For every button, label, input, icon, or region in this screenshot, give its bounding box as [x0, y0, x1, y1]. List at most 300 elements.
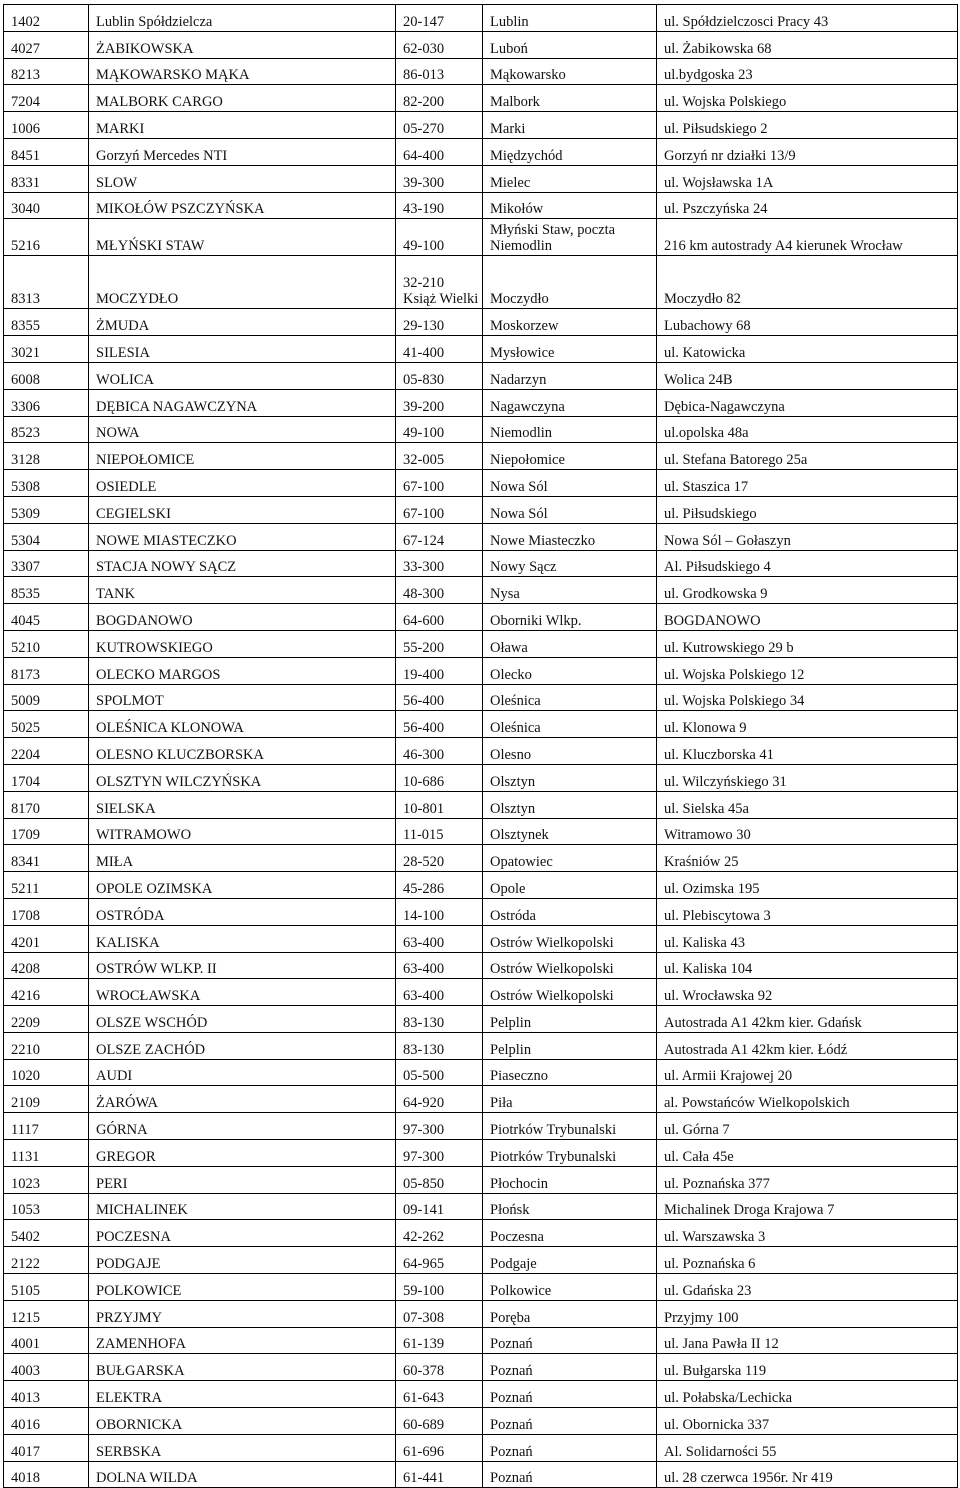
address-cell: ul. Staszica 17	[657, 470, 958, 497]
city-cell: Mikołów	[483, 192, 657, 219]
address-cell: Kraśniów 25	[657, 845, 958, 872]
city-cell: Lublin	[483, 5, 657, 32]
station-id-cell: 5211	[4, 872, 89, 899]
address-cell: ul. Warszawska 3	[657, 1220, 958, 1247]
station-name-cell: Lublin Spółdzielcza	[89, 5, 396, 32]
address-cell: Al. Piłsudskiego 4	[657, 550, 958, 577]
table-row	[4, 1327, 958, 1354]
station-id-cell: 5304	[4, 523, 89, 550]
station-id-cell: 5105	[4, 1274, 89, 1301]
address-cell: ul. Sielska 45a	[657, 791, 958, 818]
city-cell: Poznań	[483, 1434, 657, 1461]
station-id-cell: 4017	[4, 1434, 89, 1461]
postal-code-cell: 49-100	[396, 416, 483, 443]
address-cell: Moczydło 82	[657, 256, 958, 309]
station-id-cell: 1020	[4, 1059, 89, 1086]
city-cell: Młyński Staw, poczta Niemodlin	[483, 219, 657, 256]
table-row	[4, 416, 958, 443]
address-cell: ul. Wojsławska 1A	[657, 165, 958, 192]
address-cell: Dębica-Nagawczyna	[657, 389, 958, 416]
address-cell: ul. Wojska Polskiego 12	[657, 657, 958, 684]
table-row	[4, 362, 958, 389]
address-cell: ul. Wojska Polskiego 34	[657, 684, 958, 711]
postal-code-cell: 64-600	[396, 604, 483, 631]
table-row	[4, 1354, 958, 1381]
station-id-cell: 4003	[4, 1354, 89, 1381]
postal-code-cell: 09-141	[396, 1193, 483, 1220]
station-name-cell: OLSZE ZACHÓD	[89, 1032, 396, 1059]
postal-code-cell: 61-643	[396, 1381, 483, 1408]
station-name-cell: STACJA NOWY SĄCZ	[89, 550, 396, 577]
postal-code-cell: 67-100	[396, 470, 483, 497]
city-cell: Opatowiec	[483, 845, 657, 872]
table-row	[4, 256, 958, 309]
station-id-cell: 5308	[4, 470, 89, 497]
city-cell: Nowy Sącz	[483, 550, 657, 577]
address-cell: BOGDANOWO	[657, 604, 958, 631]
station-id-cell: 3021	[4, 336, 89, 363]
postal-code-cell: 82-200	[396, 85, 483, 112]
table-row	[4, 336, 958, 363]
table-row	[4, 1461, 958, 1488]
city-cell: Międzychód	[483, 138, 657, 165]
table-row	[4, 1032, 958, 1059]
station-name-cell: ŻARÓWA	[89, 1086, 396, 1113]
city-cell: Moczydło	[483, 256, 657, 309]
station-name-cell: PERI	[89, 1166, 396, 1193]
postal-code-cell: 29-130	[396, 309, 483, 336]
city-cell: Oława	[483, 630, 657, 657]
postal-code-cell: 61-441	[396, 1461, 483, 1488]
city-cell: Nowe Miasteczko	[483, 523, 657, 550]
station-name-cell: DOLNA WILDA	[89, 1461, 396, 1488]
table-row	[4, 1059, 958, 1086]
address-cell: ul. Gdańska 23	[657, 1274, 958, 1301]
address-cell: ul.bydgoska 23	[657, 58, 958, 85]
table-row	[4, 85, 958, 112]
station-name-cell: OLECKO MARGOS	[89, 657, 396, 684]
table-row	[4, 470, 958, 497]
table-row	[4, 979, 958, 1006]
postal-code-cell: 32-005	[396, 443, 483, 470]
station-id-cell: 3306	[4, 389, 89, 416]
station-name-cell: OBORNICKA	[89, 1408, 396, 1435]
city-cell: Poznań	[483, 1381, 657, 1408]
city-cell: Moskorzew	[483, 309, 657, 336]
station-name-cell: OSTRÓW WLKP. II	[89, 952, 396, 979]
station-id-cell: 1053	[4, 1193, 89, 1220]
table-row	[4, 898, 958, 925]
address-cell: ul. Poznańska 6	[657, 1247, 958, 1274]
address-cell: Autostrada A1 42km kier. Gdańsk	[657, 1006, 958, 1033]
postal-code-cell: 11-015	[396, 818, 483, 845]
station-name-cell: POLKOWICE	[89, 1274, 396, 1301]
postal-code-cell: 39-300	[396, 165, 483, 192]
table-row	[4, 872, 958, 899]
station-id-cell: 5025	[4, 711, 89, 738]
station-name-cell: KALISKA	[89, 925, 396, 952]
station-id-cell: 2204	[4, 738, 89, 765]
station-name-cell: BOGDANOWO	[89, 604, 396, 631]
table-row	[4, 577, 958, 604]
station-id-cell: 8213	[4, 58, 89, 85]
postal-code-cell: 64-965	[396, 1247, 483, 1274]
station-id-cell: 7204	[4, 85, 89, 112]
table-row	[4, 604, 958, 631]
station-name-cell: MICHALINEK	[89, 1193, 396, 1220]
city-cell: Ostrów Wielkopolski	[483, 952, 657, 979]
station-name-cell: WITRAMOWO	[89, 818, 396, 845]
station-id-cell: 8341	[4, 845, 89, 872]
postal-code-cell: 20-147	[396, 5, 483, 32]
city-cell: Mysłowice	[483, 336, 657, 363]
address-cell: ul. Jana Pawła II 12	[657, 1327, 958, 1354]
postal-code-cell: 61-696	[396, 1434, 483, 1461]
station-id-cell: 1023	[4, 1166, 89, 1193]
station-name-cell: AUDI	[89, 1059, 396, 1086]
station-id-cell: 2122	[4, 1247, 89, 1274]
station-name-cell: DĘBICA NAGAWCZYNA	[89, 389, 396, 416]
postal-code-cell: 43-190	[396, 192, 483, 219]
table-row	[4, 1408, 958, 1435]
postal-code-cell: 62-030	[396, 31, 483, 58]
address-cell: Lubachowy 68	[657, 309, 958, 336]
station-table-body	[4, 5, 958, 1488]
city-cell: Poznań	[483, 1461, 657, 1488]
station-name-cell: OPOLE OZIMSKA	[89, 872, 396, 899]
city-cell: Olsztynek	[483, 818, 657, 845]
station-id-cell: 4201	[4, 925, 89, 952]
city-cell: Oborniki Wlkp.	[483, 604, 657, 631]
station-id-cell: 2210	[4, 1032, 89, 1059]
postal-code-cell: 97-300	[396, 1140, 483, 1167]
city-cell: Poznań	[483, 1327, 657, 1354]
postal-code-cell: 42-262	[396, 1220, 483, 1247]
table-row	[4, 684, 958, 711]
table-row	[4, 657, 958, 684]
station-name-cell: MIŁA	[89, 845, 396, 872]
address-cell: 216 km autostrady A4 kierunek Wrocław	[657, 219, 958, 256]
station-name-cell: OLSZE WSCHÓD	[89, 1006, 396, 1033]
postal-code-cell: 56-400	[396, 684, 483, 711]
station-id-cell: 4018	[4, 1461, 89, 1488]
address-cell: ul. Kluczborska 41	[657, 738, 958, 765]
postal-code-cell: 83-130	[396, 1006, 483, 1033]
table-row	[4, 1006, 958, 1033]
table-row	[4, 309, 958, 336]
table-row	[4, 1300, 958, 1327]
postal-code-cell: 10-686	[396, 764, 483, 791]
city-cell: Opole	[483, 872, 657, 899]
table-row	[4, 550, 958, 577]
station-name-cell: OSIEDLE	[89, 470, 396, 497]
city-cell: Podgaje	[483, 1247, 657, 1274]
city-cell: Piotrków Trybunalski	[483, 1140, 657, 1167]
city-cell: Olsztyn	[483, 764, 657, 791]
table-row	[4, 1193, 958, 1220]
postal-code-cell: 86-013	[396, 58, 483, 85]
address-cell: ul. Grodkowska 9	[657, 577, 958, 604]
city-cell: Niemodlin	[483, 416, 657, 443]
city-cell: Luboń	[483, 31, 657, 58]
address-cell: Wolica 24B	[657, 362, 958, 389]
postal-code-cell: 05-850	[396, 1166, 483, 1193]
station-name-cell: NOWA	[89, 416, 396, 443]
station-table	[3, 4, 958, 1488]
postal-code-cell: 19-400	[396, 657, 483, 684]
address-cell: ul. Kutrowskiego 29 b	[657, 630, 958, 657]
table-row	[4, 952, 958, 979]
station-id-cell: 5216	[4, 219, 89, 256]
station-id-cell: 8451	[4, 138, 89, 165]
station-name-cell: TANK	[89, 577, 396, 604]
address-cell: Al. Solidarności 55	[657, 1434, 958, 1461]
station-name-cell: NOWE MIASTECZKO	[89, 523, 396, 550]
station-name-cell: GREGOR	[89, 1140, 396, 1167]
table-row	[4, 523, 958, 550]
station-name-cell: ŻMUDA	[89, 309, 396, 336]
city-cell: Mielec	[483, 165, 657, 192]
table-row	[4, 1434, 958, 1461]
station-id-cell: 8523	[4, 416, 89, 443]
station-name-cell: Gorzyń Mercedes NTI	[89, 138, 396, 165]
address-cell: ul. Piłsudskiego	[657, 496, 958, 523]
address-cell: ul. Wojska Polskiego	[657, 85, 958, 112]
address-cell: ul. Wrocławska 92	[657, 979, 958, 1006]
table-row	[4, 5, 958, 32]
city-cell: Poznań	[483, 1408, 657, 1435]
table-row	[4, 192, 958, 219]
table-row	[4, 845, 958, 872]
table-row	[4, 112, 958, 139]
station-id-cell: 2109	[4, 1086, 89, 1113]
postal-code-cell: 63-400	[396, 979, 483, 1006]
station-id-cell: 1117	[4, 1113, 89, 1140]
station-name-cell: OLSZTYN WILCZYŃSKA	[89, 764, 396, 791]
table-row	[4, 58, 958, 85]
station-id-cell: 5402	[4, 1220, 89, 1247]
table-row	[4, 1113, 958, 1140]
table-row	[4, 443, 958, 470]
station-name-cell: WROCŁAWSKA	[89, 979, 396, 1006]
station-name-cell: SILESIA	[89, 336, 396, 363]
address-cell: ul. Żabikowska 68	[657, 31, 958, 58]
city-cell: Poręba	[483, 1300, 657, 1327]
station-name-cell: BUŁGARSKA	[89, 1354, 396, 1381]
station-name-cell: OSTRÓDA	[89, 898, 396, 925]
address-cell: ul. Kaliska 104	[657, 952, 958, 979]
table-row	[4, 1220, 958, 1247]
station-id-cell: 4208	[4, 952, 89, 979]
city-cell: Nysa	[483, 577, 657, 604]
postal-code-cell: 10-801	[396, 791, 483, 818]
postal-code-cell: 63-400	[396, 925, 483, 952]
table-row	[4, 1247, 958, 1274]
station-name-cell: NIEPOŁOMICE	[89, 443, 396, 470]
table-row	[4, 1140, 958, 1167]
city-cell: Piaseczno	[483, 1059, 657, 1086]
city-cell: Olecko	[483, 657, 657, 684]
station-name-cell: ELEKTRA	[89, 1381, 396, 1408]
station-name-cell: ZAMENHOFA	[89, 1327, 396, 1354]
table-row	[4, 1166, 958, 1193]
address-cell: al. Powstańców Wielkopolskich	[657, 1086, 958, 1113]
city-cell: Nadarzyn	[483, 362, 657, 389]
station-id-cell: 8313	[4, 256, 89, 309]
station-name-cell: SERBSKA	[89, 1434, 396, 1461]
address-cell: ul. Kaliska 43	[657, 925, 958, 952]
postal-code-cell: 05-830	[396, 362, 483, 389]
postal-code-cell: 67-124	[396, 523, 483, 550]
address-cell: ul. Wilczyńskiego 31	[657, 764, 958, 791]
address-cell: ul. Spółdzielczosci Pracy 43	[657, 5, 958, 32]
postal-code-cell: 97-300	[396, 1113, 483, 1140]
table-row	[4, 925, 958, 952]
station-id-cell: 6008	[4, 362, 89, 389]
station-name-cell: SPOLMOT	[89, 684, 396, 711]
city-cell: Polkowice	[483, 1274, 657, 1301]
postal-code-cell: 60-689	[396, 1408, 483, 1435]
station-name-cell: SLOW	[89, 165, 396, 192]
station-name-cell: MARKI	[89, 112, 396, 139]
postal-code-cell: 67-100	[396, 496, 483, 523]
station-id-cell: 2209	[4, 1006, 89, 1033]
table-row	[4, 1274, 958, 1301]
station-name-cell: MOCZYDŁO	[89, 256, 396, 309]
postal-code-cell: 41-400	[396, 336, 483, 363]
table-row	[4, 738, 958, 765]
station-name-cell: OLEŚNICA KLONOWA	[89, 711, 396, 738]
address-cell: ul. Armii Krajowej 20	[657, 1059, 958, 1086]
station-id-cell: 1006	[4, 112, 89, 139]
city-cell: Nagawczyna	[483, 389, 657, 416]
address-cell: ul. Pszczyńska 24	[657, 192, 958, 219]
city-cell: Ostrów Wielkopolski	[483, 979, 657, 1006]
city-cell: Płochocin	[483, 1166, 657, 1193]
station-id-cell: 8331	[4, 165, 89, 192]
station-name-cell: OLESNO KLUCZBORSKA	[89, 738, 396, 765]
city-cell: Olesno	[483, 738, 657, 765]
postal-code-cell: 33-300	[396, 550, 483, 577]
table-row	[4, 711, 958, 738]
station-name-cell: MĄKOWARSKO MĄKA	[89, 58, 396, 85]
city-cell: Płońsk	[483, 1193, 657, 1220]
address-cell: ul. Bułgarska 119	[657, 1354, 958, 1381]
station-id-cell: 5309	[4, 496, 89, 523]
city-cell: Poznań	[483, 1354, 657, 1381]
city-cell: Nowa Sól	[483, 496, 657, 523]
address-cell: Autostrada A1 42km kier. Łódź	[657, 1032, 958, 1059]
table-row	[4, 31, 958, 58]
station-id-cell: 5009	[4, 684, 89, 711]
table-row	[4, 764, 958, 791]
postal-code-cell: 56-400	[396, 711, 483, 738]
postal-code-cell: 59-100	[396, 1274, 483, 1301]
city-cell: Marki	[483, 112, 657, 139]
address-cell: Gorzyń nr działki 13/9	[657, 138, 958, 165]
station-name-cell: MIKOŁÓW PSZCZYŃSKA	[89, 192, 396, 219]
city-cell: Pelplin	[483, 1032, 657, 1059]
postal-code-cell: 63-400	[396, 952, 483, 979]
table-row	[4, 791, 958, 818]
postal-code-cell: 45-286	[396, 872, 483, 899]
city-cell: Oleśnica	[483, 711, 657, 738]
postal-code-cell: 39-200	[396, 389, 483, 416]
station-id-cell: 8170	[4, 791, 89, 818]
station-name-cell: POCZESNA	[89, 1220, 396, 1247]
station-id-cell: 3128	[4, 443, 89, 470]
station-id-cell: 1402	[4, 5, 89, 32]
station-id-cell: 4045	[4, 604, 89, 631]
postal-code-cell: 28-520	[396, 845, 483, 872]
address-cell: ul. Plebiscytowa 3	[657, 898, 958, 925]
address-cell: ul.opolska 48a	[657, 416, 958, 443]
postal-code-cell: 55-200	[396, 630, 483, 657]
postal-code-cell: 05-500	[396, 1059, 483, 1086]
address-cell: ul. Stefana Batorego 25a	[657, 443, 958, 470]
station-id-cell: 1704	[4, 764, 89, 791]
address-cell: ul. Poznańska 377	[657, 1166, 958, 1193]
address-cell: Witramowo 30	[657, 818, 958, 845]
city-cell: Nowa Sól	[483, 470, 657, 497]
table-row	[4, 630, 958, 657]
station-name-cell: MALBORK CARGO	[89, 85, 396, 112]
address-cell: ul. Górna 7	[657, 1113, 958, 1140]
city-cell: Poczesna	[483, 1220, 657, 1247]
postal-code-cell: 05-270	[396, 112, 483, 139]
station-id-cell: 8173	[4, 657, 89, 684]
address-cell: Michalinek Droga Krajowa 7	[657, 1193, 958, 1220]
postal-code-cell: 64-920	[396, 1086, 483, 1113]
table-row	[4, 1086, 958, 1113]
postal-code-cell: 07-308	[396, 1300, 483, 1327]
postal-code-cell: 48-300	[396, 577, 483, 604]
postal-code-cell: 60-378	[396, 1354, 483, 1381]
city-cell: Malbork	[483, 85, 657, 112]
table-row	[4, 219, 958, 256]
address-cell: ul. Klonowa 9	[657, 711, 958, 738]
postal-code-cell: 32-210 Książ Wielki	[396, 256, 483, 309]
postal-code-cell: 49-100	[396, 219, 483, 256]
postal-code-cell: 46-300	[396, 738, 483, 765]
city-cell: Ostróda	[483, 898, 657, 925]
address-cell: ul. Ozimska 195	[657, 872, 958, 899]
address-cell: Nowa Sól – Gołaszyn	[657, 523, 958, 550]
city-cell: Oleśnica	[483, 684, 657, 711]
station-id-cell: 1709	[4, 818, 89, 845]
address-cell: ul. 28 czerwca 1956r. Nr 419	[657, 1461, 958, 1488]
address-cell: ul. Piłsudskiego 2	[657, 112, 958, 139]
table-row	[4, 1381, 958, 1408]
station-id-cell: 4216	[4, 979, 89, 1006]
address-cell: ul. Katowicka	[657, 336, 958, 363]
address-cell: ul. Obornicka 337	[657, 1408, 958, 1435]
postal-code-cell: 64-400	[396, 138, 483, 165]
postal-code-cell: 14-100	[396, 898, 483, 925]
station-name-cell: MŁYŃSKI STAW	[89, 219, 396, 256]
table-row	[4, 138, 958, 165]
city-cell: Olsztyn	[483, 791, 657, 818]
city-cell: Mąkowarsko	[483, 58, 657, 85]
table-row	[4, 389, 958, 416]
city-cell: Ostrów Wielkopolski	[483, 925, 657, 952]
station-name-cell: PRZYJMY	[89, 1300, 396, 1327]
station-id-cell: 4027	[4, 31, 89, 58]
station-id-cell: 3307	[4, 550, 89, 577]
postal-code-cell: 83-130	[396, 1032, 483, 1059]
station-id-cell: 5210	[4, 630, 89, 657]
city-cell: Piotrków Trybunalski	[483, 1113, 657, 1140]
